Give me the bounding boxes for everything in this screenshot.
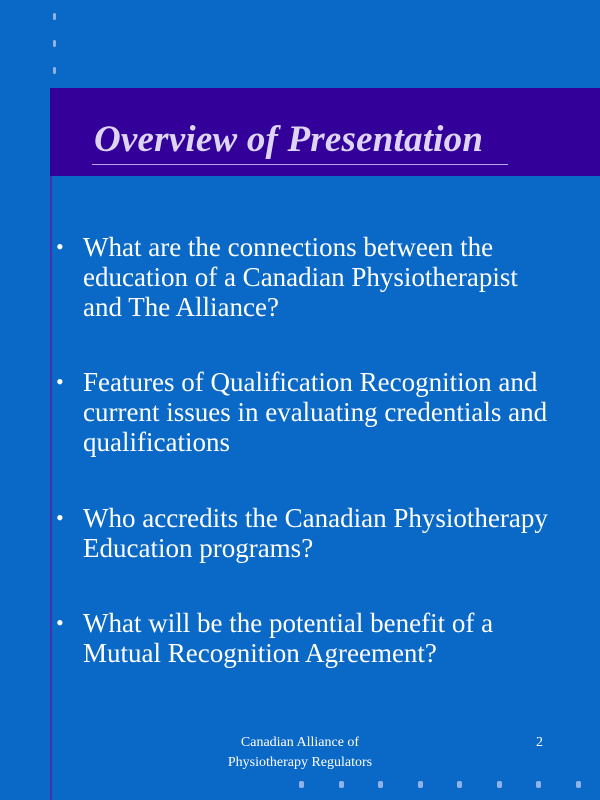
bullet-icon: • [56,369,64,394]
bullet-text: Features of Qualification Recognition and current issues in evaluating credentials and qualifications [83,367,548,457]
decorative-dot [457,781,462,788]
decorative-dot [53,40,56,47]
title-underline [92,164,508,165]
decorative-dot [53,67,56,74]
bullet-text: Who accredits the Canadian Physiotherapy Education programs? [83,503,548,563]
footer-organization [190,733,410,773]
decorative-dot [536,781,541,788]
decorative-dot [378,781,383,788]
list-item [56,503,556,563]
page-number: 2 [536,735,543,750]
footer-org-line1: Canadian Alliance of [240,735,360,750]
bullet-text: What will be the potential benefit of a Mutual Recognition Agreement? [83,608,494,668]
decorative-dot [497,781,502,788]
bullet-list [56,232,556,668]
footer-org-line2: Physiotherapy Regulators [227,755,373,770]
decorative-dot [576,781,581,788]
left-accent-bar [50,176,52,800]
bullet-icon: • [56,505,64,530]
decorative-dot [299,781,304,788]
title-band [50,88,600,176]
decorative-dot [339,781,344,788]
list-item [56,367,556,457]
list-item [56,608,556,668]
decorative-dot [418,781,423,788]
slide-title: Overview of Presentation [94,119,484,160]
bullet-icon: • [56,610,64,635]
bullet-text: What are the connections between the education of a Canadian Physiotherapist and The Alliance? [83,232,518,322]
decorative-dot [53,13,56,20]
bullet-icon: • [56,234,64,259]
list-item [56,232,556,322]
